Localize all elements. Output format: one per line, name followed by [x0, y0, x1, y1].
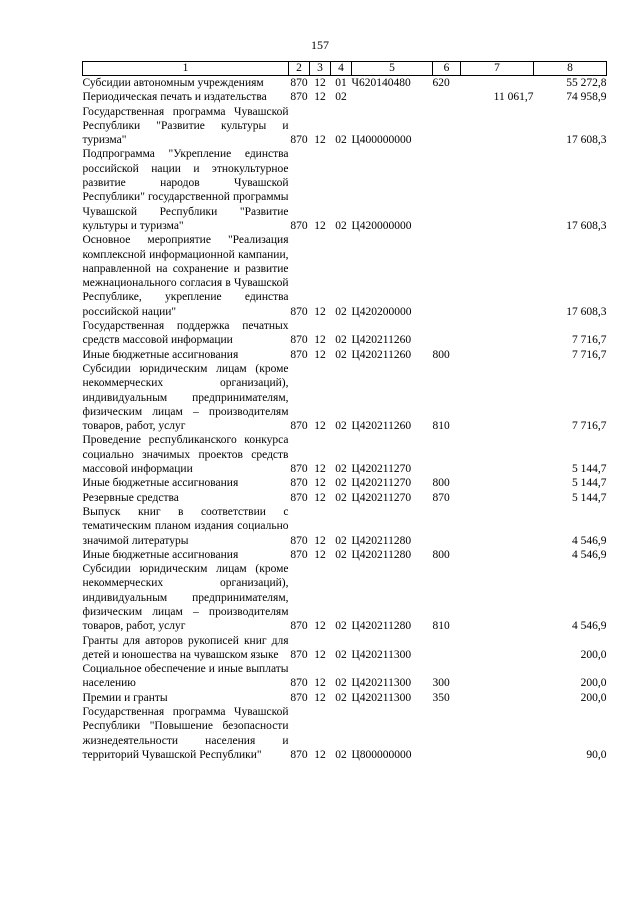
row-subsection: 01	[335, 77, 347, 89]
row-section: 12	[314, 534, 326, 547]
row-name: Проведение республиканского конкурса социально значимых проектов средств массовой информации	[82, 434, 289, 476]
row-section: 12	[314, 548, 326, 561]
row-change-amount	[461, 233, 534, 319]
table-row	[83, 505, 607, 548]
row-subsection: 02	[335, 491, 347, 504]
row-subsection: 02	[335, 691, 347, 704]
row-section: 12	[314, 348, 326, 361]
row-target-article: Ц420211300	[351, 677, 412, 690]
row-target-article: Ц420000000	[351, 219, 412, 232]
row-name: Подпрограмма "Укрепление единства российской нации и этнокультурное развитие народов Чувашской Республики" государственной программы Чувашской Республики "Развитие культуры и туризма"	[82, 148, 289, 232]
row-change-amount	[461, 691, 534, 705]
row-expense-type: 870	[432, 491, 450, 504]
table-row	[83, 362, 607, 433]
row-expense-type: 800	[432, 348, 450, 361]
row-change-amount	[461, 76, 534, 91]
row-section: 12	[314, 620, 326, 633]
row-subsection: 02	[335, 420, 347, 433]
row-target-article: Ц420211280	[351, 534, 412, 547]
column-header: 7	[461, 62, 534, 76]
row-section: 12	[314, 748, 326, 761]
row-grbs: 870	[290, 77, 308, 89]
table-row	[83, 705, 607, 762]
row-total-amount: 4 546,9	[572, 548, 607, 561]
row-name: Резервные средства	[82, 491, 179, 504]
row-grbs: 870	[290, 334, 308, 347]
row-grbs: 870	[290, 477, 308, 490]
row-expense-type	[433, 319, 461, 348]
row-target-article: Ц420211270	[351, 463, 412, 476]
row-expense-type: 810	[432, 420, 450, 433]
row-change-amount	[461, 634, 534, 663]
row-change-amount: 11 061,7	[493, 91, 534, 104]
row-expense-type	[433, 634, 461, 663]
budget-table	[82, 61, 607, 762]
column-header: 1	[83, 62, 289, 76]
row-target-article: Ц420211300	[351, 691, 412, 704]
row-subsection: 02	[335, 534, 347, 547]
row-subsection: 02	[335, 620, 347, 633]
row-target-article: Ц420211280	[351, 548, 412, 561]
table-row	[83, 691, 607, 705]
row-subsection: 02	[335, 348, 347, 361]
row-name: Государственная программа Чувашской Республики "Развитие культуры и туризма"	[82, 105, 289, 147]
row-target-article: Ц420211260	[351, 420, 412, 433]
page-number: 157	[311, 38, 329, 52]
row-expense-type	[433, 433, 461, 476]
header-row	[83, 62, 607, 76]
table-row	[83, 548, 607, 562]
column-header: 3	[310, 62, 331, 76]
row-section: 12	[314, 420, 326, 433]
row-section: 12	[314, 463, 326, 476]
row-name: Иные бюджетные ассигнования	[82, 477, 239, 490]
row-subsection: 02	[335, 677, 347, 690]
row-section: 12	[314, 219, 326, 232]
row-grbs: 870	[290, 420, 308, 433]
row-total-amount: 7 716,7	[572, 334, 607, 347]
row-change-amount	[461, 476, 534, 490]
row-section: 12	[314, 77, 326, 89]
row-total-amount: 17 608,3	[566, 305, 607, 318]
row-total-amount: 200,0	[580, 677, 607, 690]
row-grbs: 870	[290, 219, 308, 232]
row-change-amount	[461, 348, 534, 362]
row-total-amount: 74 958,9	[566, 91, 607, 104]
row-name: Гранты для авторов рукописей книг для детей и юношества на чувашском языке	[82, 634, 289, 661]
column-header: 6	[433, 62, 461, 76]
row-change-amount	[461, 147, 534, 233]
table-row	[83, 491, 607, 505]
row-name: Социальное обеспечение и иные выплаты населению	[82, 663, 289, 690]
row-grbs: 870	[290, 620, 308, 633]
row-expense-type: 350	[432, 691, 450, 704]
table-row	[83, 147, 607, 233]
row-total-amount: 4 546,9	[572, 620, 607, 633]
table-row	[83, 233, 607, 319]
row-grbs: 870	[290, 748, 308, 761]
table-body	[83, 76, 607, 763]
row-subsection: 02	[335, 334, 347, 347]
row-expense-type: 300	[432, 677, 450, 690]
row-subsection: 02	[335, 648, 347, 661]
row-total-amount: 7 716,7	[572, 348, 607, 361]
row-name: Выпуск книг в соответствии с тематическим планом издания социально значимой литературы	[82, 505, 289, 547]
row-section: 12	[314, 677, 326, 690]
row-section: 12	[314, 334, 326, 347]
row-target-article: Ц400000000	[351, 134, 412, 147]
row-expense-type	[433, 233, 461, 319]
row-grbs: 870	[290, 348, 308, 361]
row-change-amount	[461, 319, 534, 348]
row-name: Иные бюджетные ассигнования	[82, 348, 239, 361]
row-name: Государственная поддержка печатных средств массовой информации	[82, 320, 289, 347]
row-subsection: 02	[335, 548, 347, 561]
row-name: Субсидии юридическим лицам (кроме некоммерческих организаций), индивидуальным предпринимателям, физическим лицам – производителям товаров, работ, услуг	[82, 563, 289, 633]
row-change-amount	[461, 562, 534, 633]
row-total-amount: 55 272,8	[566, 77, 607, 89]
row-total-amount: 17 608,3	[566, 219, 607, 232]
table-row	[83, 105, 607, 148]
row-subsection: 02	[335, 91, 347, 104]
table-row	[83, 433, 607, 476]
row-change-amount	[461, 105, 534, 148]
row-name: Иные бюджетные ассигнования	[82, 548, 239, 561]
row-change-amount	[461, 662, 534, 691]
row-grbs: 870	[290, 534, 308, 547]
row-grbs: 870	[290, 134, 308, 147]
row-total-amount: 200,0	[580, 691, 607, 704]
row-change-amount	[461, 505, 534, 548]
row-change-amount	[461, 433, 534, 476]
table-row	[83, 348, 607, 362]
row-target-article: Ц420211270	[351, 491, 412, 504]
table-row	[83, 319, 607, 348]
row-target-article: Ц420211300	[351, 648, 412, 661]
table-row	[83, 562, 607, 633]
row-change-amount	[461, 362, 534, 433]
row-name: Субсидии автономным учреждениям	[82, 77, 264, 89]
row-name: Периодическая печать и издательства	[82, 91, 267, 104]
row-total-amount: 7 716,7	[572, 420, 607, 433]
row-target-article: Ц420200000	[351, 305, 412, 318]
row-subsection: 02	[335, 463, 347, 476]
table-row	[83, 476, 607, 490]
row-target-article	[352, 90, 433, 104]
row-total-amount: 90,0	[586, 748, 607, 761]
row-change-amount	[461, 705, 534, 762]
row-subsection: 02	[335, 305, 347, 318]
row-grbs: 870	[290, 677, 308, 690]
row-name: Субсидии юридическим лицам (кроме некоммерческих организаций), индивидуальным предпринимателям, физическим лицам – производителям товаров, работ, услуг	[82, 362, 289, 433]
row-section: 12	[314, 491, 326, 504]
row-expense-type: 620	[432, 77, 450, 89]
row-expense-type	[433, 90, 461, 104]
row-target-article: Ц420211260	[351, 334, 412, 347]
column-header: 2	[289, 62, 310, 76]
table-row	[83, 76, 607, 91]
row-subsection: 02	[335, 134, 347, 147]
row-total-amount: 17 608,3	[566, 134, 607, 147]
row-section: 12	[314, 134, 326, 147]
row-target-article: Ц800000000	[351, 748, 412, 761]
row-section: 12	[314, 91, 326, 104]
row-target-article: Ц420211260	[351, 348, 412, 361]
row-expense-type: 800	[432, 548, 450, 561]
row-subsection: 02	[335, 477, 347, 490]
row-total-amount: 4 546,9	[572, 534, 607, 547]
row-expense-type	[433, 505, 461, 548]
row-grbs: 870	[290, 548, 308, 561]
row-target-article: Ч620140480	[351, 77, 411, 89]
row-expense-type	[433, 147, 461, 233]
row-grbs: 870	[290, 648, 308, 661]
row-name: Основное мероприятие "Реализация комплексной информационной кампании, направленной на сохранение и развитие межнационального согласия в Чувашской Республике, укрепление единства российской нации"	[82, 234, 289, 318]
row-total-amount: 200,0	[580, 648, 607, 661]
row-grbs: 870	[290, 91, 308, 104]
row-expense-type: 810	[432, 620, 450, 633]
row-name: Государственная программа Чувашской Республики "Повышение безопасности жизнедеятельности населения и территорий Чувашской Республики"	[82, 706, 289, 761]
row-expense-type	[433, 705, 461, 762]
row-grbs: 870	[290, 305, 308, 318]
column-header: 4	[331, 62, 352, 76]
row-change-amount	[461, 548, 534, 562]
row-target-article: Ц420211270	[351, 477, 412, 490]
table-row	[83, 90, 607, 104]
row-grbs: 870	[290, 491, 308, 504]
column-header: 5	[352, 62, 433, 76]
row-section: 12	[314, 305, 326, 318]
row-section: 12	[314, 691, 326, 704]
row-expense-type: 800	[432, 477, 450, 490]
row-target-article: Ц420211280	[351, 620, 412, 633]
row-total-amount: 5 144,7	[572, 491, 607, 504]
row-section: 12	[314, 477, 326, 490]
table-row	[83, 634, 607, 663]
column-header: 8	[534, 62, 607, 76]
row-expense-type	[433, 105, 461, 148]
row-subsection: 02	[335, 748, 347, 761]
row-change-amount	[461, 491, 534, 505]
row-grbs: 870	[290, 691, 308, 704]
row-total-amount: 5 144,7	[572, 477, 607, 490]
table-row	[83, 662, 607, 691]
row-subsection: 02	[335, 219, 347, 232]
row-name: Премии и гранты	[82, 691, 168, 704]
row-total-amount: 5 144,7	[572, 463, 607, 476]
row-section: 12	[314, 648, 326, 661]
row-grbs: 870	[290, 463, 308, 476]
